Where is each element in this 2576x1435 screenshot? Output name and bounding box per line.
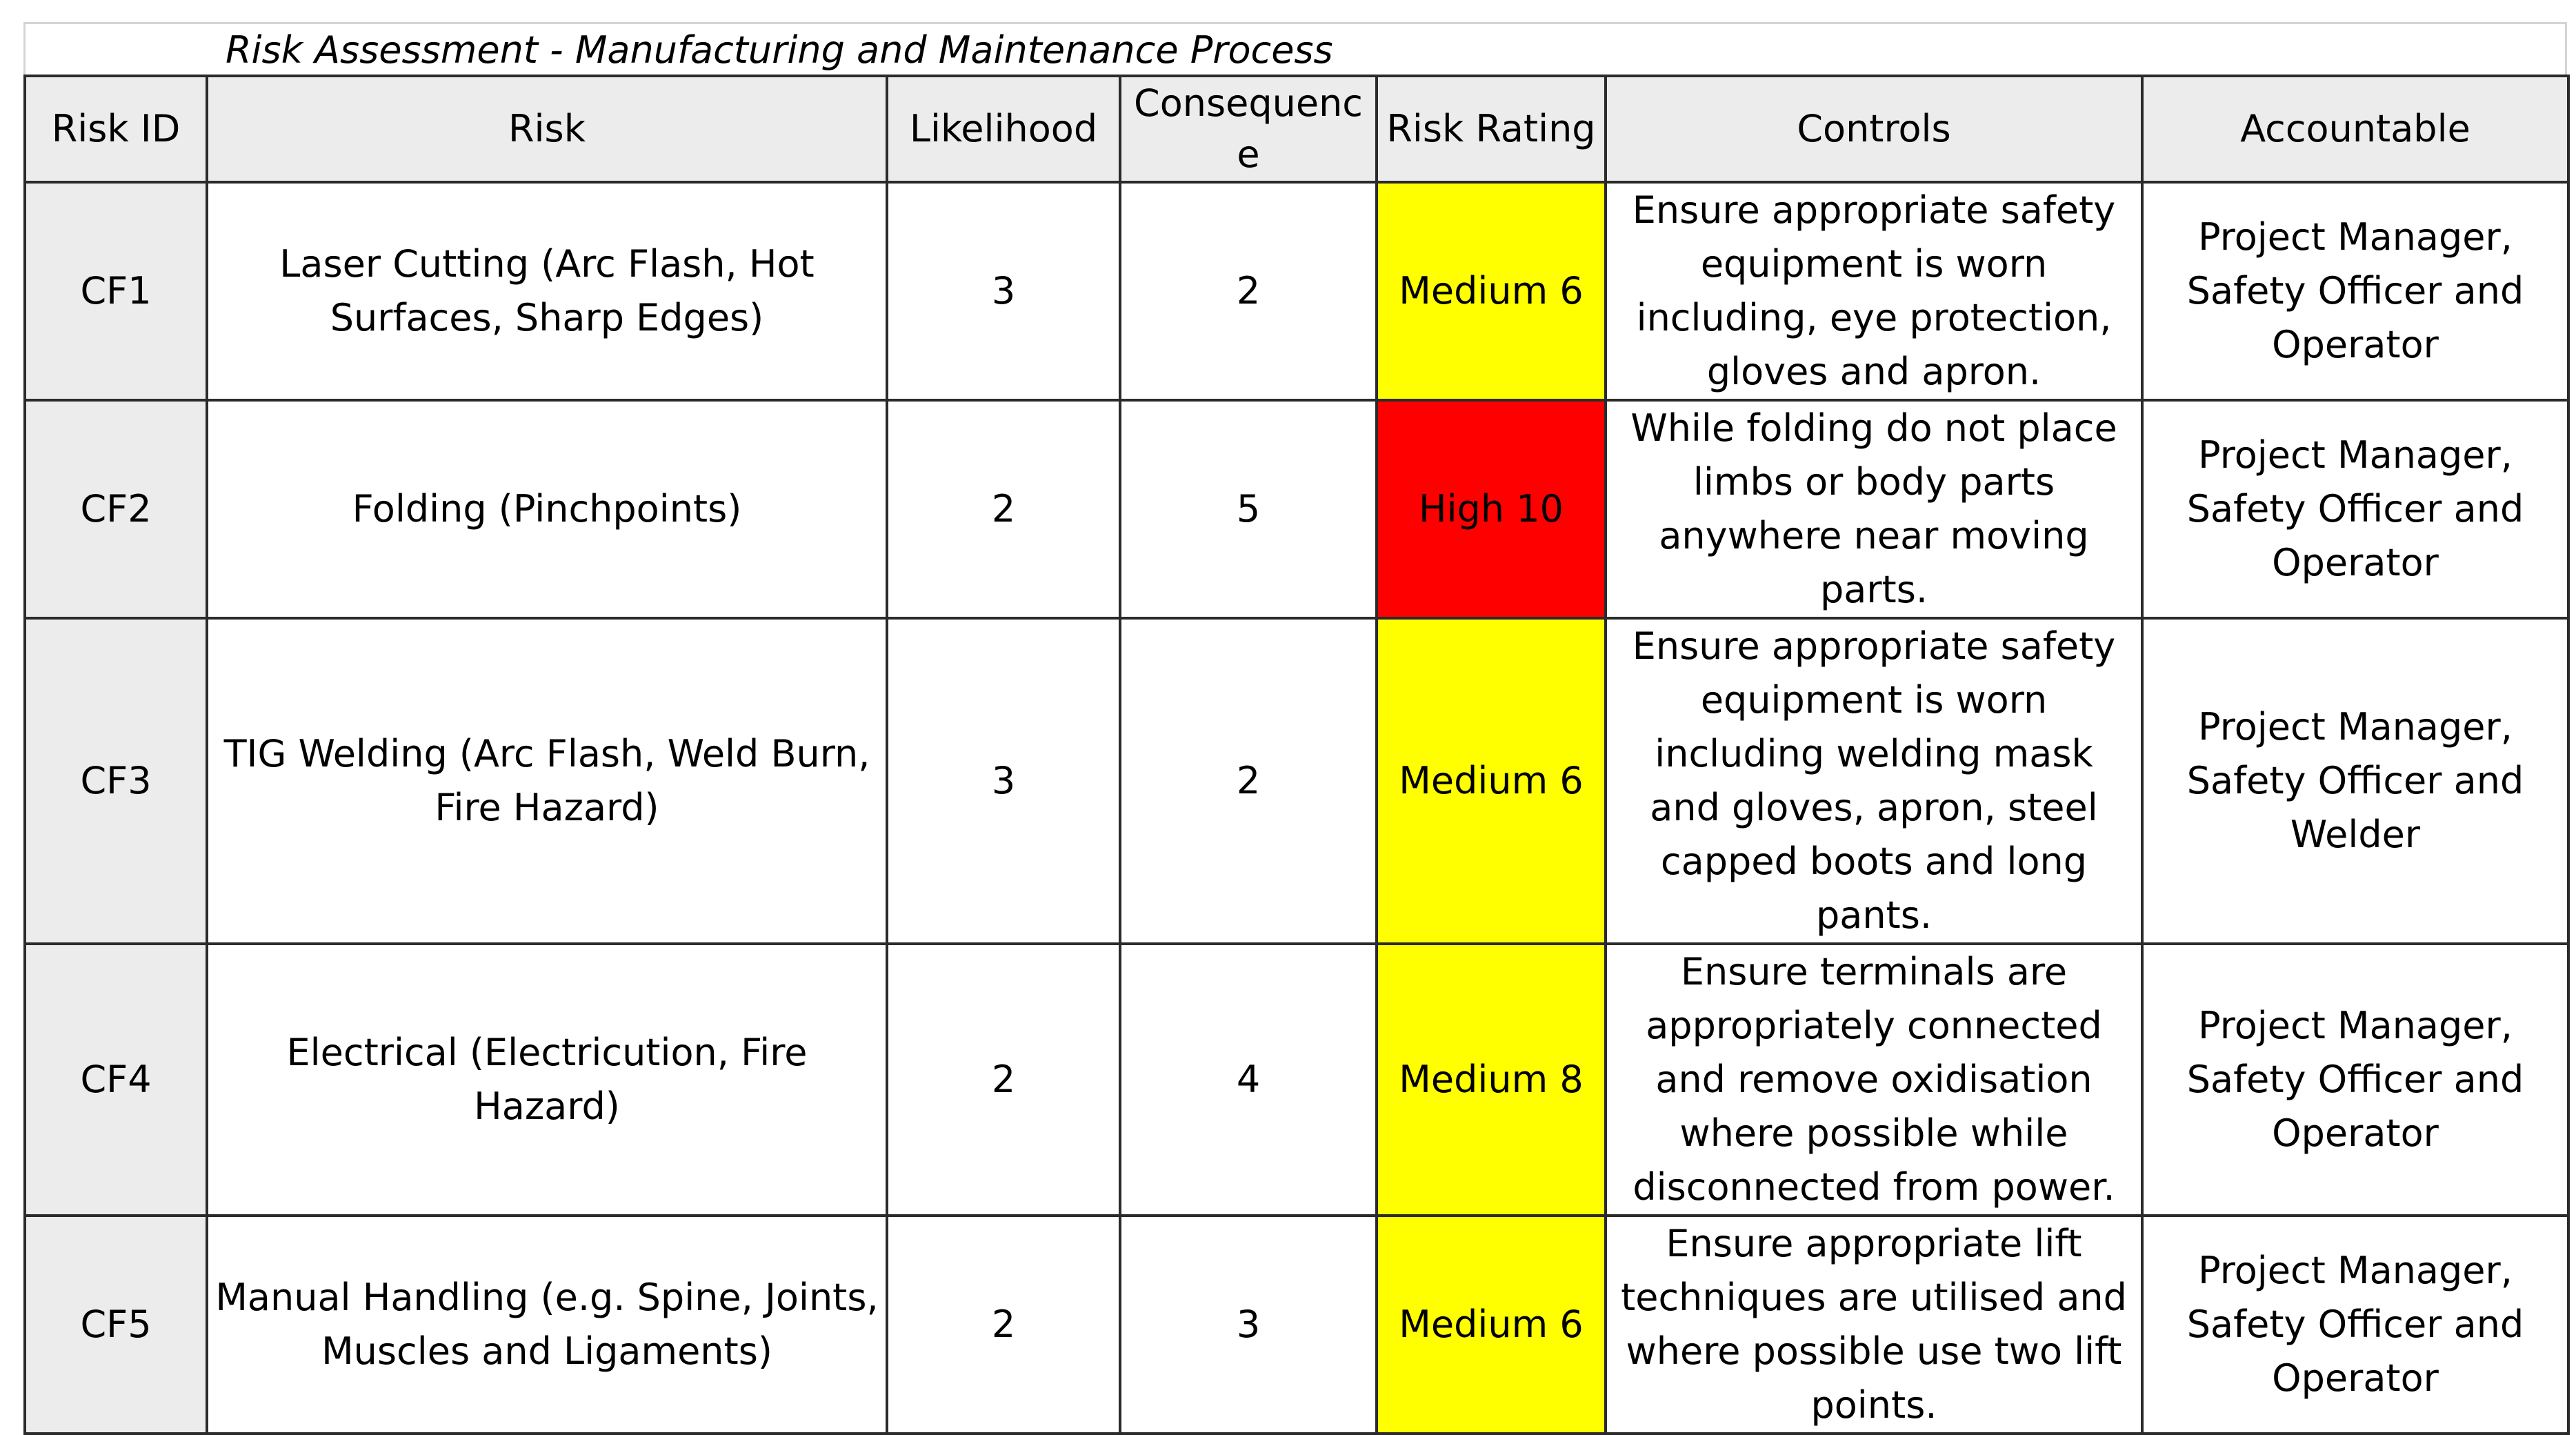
- cell-risk: Folding (Pinchpoints): [207, 400, 887, 618]
- header-consequence: Consequence: [1120, 76, 1377, 182]
- header-likelihood: Likelihood: [887, 76, 1120, 182]
- cell-likelihood: 2: [887, 400, 1120, 618]
- cell-risk-id: CF5: [25, 1216, 207, 1434]
- sheet-title: Risk Assessment - Manufacturing and Maintenance Process: [23, 22, 2567, 75]
- cell-risk: Laser Cutting (Arc Flash, Hot Surfaces, Sharp Edges): [207, 182, 887, 400]
- header-risk-rating: Risk Rating: [1377, 76, 1606, 182]
- table-row: [25, 400, 2568, 618]
- cell-accountable: Project Manager, Safety Officer and Welder: [2142, 618, 2568, 944]
- header-risk: Risk: [207, 76, 887, 182]
- table-row: [25, 1216, 2568, 1434]
- risk-table: [23, 75, 2570, 1435]
- cell-likelihood: 2: [887, 1216, 1120, 1434]
- cell-risk: Electrical (Electricution, Fire Hazard): [207, 944, 887, 1216]
- cell-controls: While folding do not place limbs or body parts anywhere near moving parts.: [1606, 400, 2142, 618]
- cell-accountable: Project Manager, Safety Officer and Operator: [2142, 944, 2568, 1216]
- cell-risk-rating: Medium 8: [1377, 944, 1606, 1216]
- cell-risk-id: CF2: [25, 400, 207, 618]
- cell-accountable: Project Manager, Safety Officer and Operator: [2142, 400, 2568, 618]
- cell-consequence: 2: [1120, 182, 1377, 400]
- cell-risk-id: CF1: [25, 182, 207, 400]
- cell-likelihood: 3: [887, 182, 1120, 400]
- cell-consequence: 3: [1120, 1216, 1377, 1434]
- cell-risk: TIG Welding (Arc Flash, Weld Burn, Fire Hazard): [207, 618, 887, 944]
- cell-consequence: 2: [1120, 618, 1377, 944]
- cell-consequence: 4: [1120, 944, 1377, 1216]
- header-controls: Controls: [1606, 76, 2142, 182]
- cell-controls: Ensure appropriate lift techniques are utilised and where possible use two lift points.: [1606, 1216, 2142, 1434]
- cell-risk-rating: Medium 6: [1377, 618, 1606, 944]
- cell-likelihood: 3: [887, 618, 1120, 944]
- header-row: [25, 76, 2568, 182]
- risk-assessment-sheet: [23, 22, 2567, 1435]
- header-accountable: Accountable: [2142, 76, 2568, 182]
- cell-risk-rating: Medium 6: [1377, 1216, 1606, 1434]
- cell-risk-id: CF4: [25, 944, 207, 1216]
- cell-controls: Ensure terminals are appropriately connected and remove oxidisation where possible while disconnected from power.: [1606, 944, 2142, 1216]
- table-row: [25, 618, 2568, 944]
- cell-risk: Manual Handling (e.g. Spine, Joints, Muscles and Ligaments): [207, 1216, 887, 1434]
- cell-accountable: Project Manager, Safety Officer and Operator: [2142, 1216, 2568, 1434]
- cell-risk-rating: High 10: [1377, 400, 1606, 618]
- table-row: [25, 182, 2568, 400]
- cell-likelihood: 2: [887, 944, 1120, 1216]
- cell-accountable: Project Manager, Safety Officer and Operator: [2142, 182, 2568, 400]
- header-risk-id: Risk ID: [25, 76, 207, 182]
- cell-controls: Ensure appropriate safety equipment is worn including welding mask and gloves, apron, steel capped boots and long pants.: [1606, 618, 2142, 944]
- cell-consequence: 5: [1120, 400, 1377, 618]
- table-row: [25, 944, 2568, 1216]
- cell-risk-rating: Medium 6: [1377, 182, 1606, 400]
- cell-risk-id: CF3: [25, 618, 207, 944]
- cell-controls: Ensure appropriate safety equipment is worn including, eye protection, gloves and apron.: [1606, 182, 2142, 400]
